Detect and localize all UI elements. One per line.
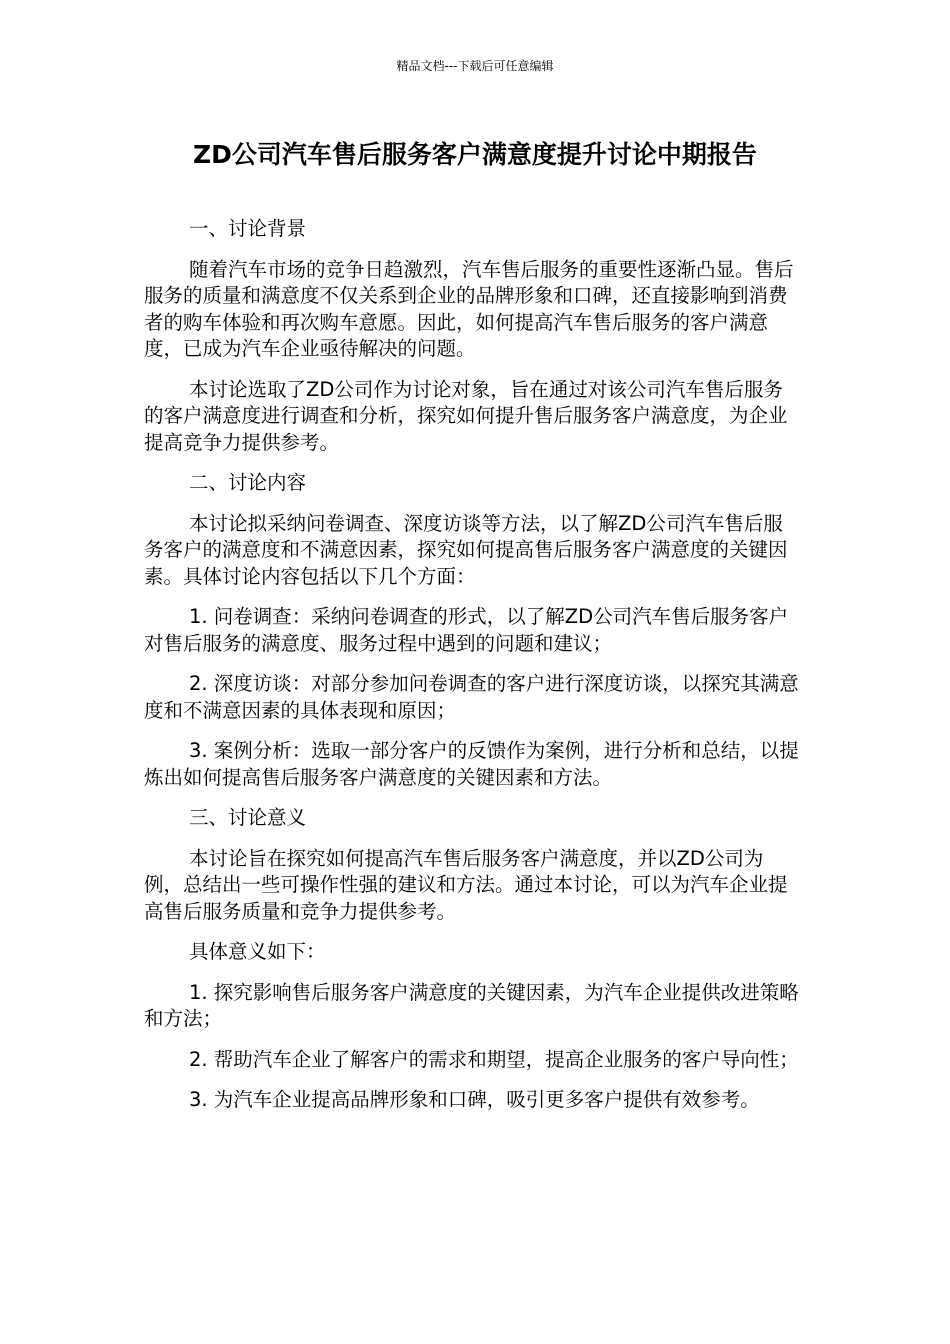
- content-list-item-1: 1. 问卷调查：采纳问卷调查的形式，以了解ZD公司汽车售后服务客户对售后服务的满意度、服务过程中遇到的问题和建议；: [144, 605, 789, 655]
- section-heading-content: 二、讨论内容: [189, 471, 307, 494]
- content-list-item-3: 3. 案例分析：选取一部分客户的反馈作为案例，进行分析和总结，以提炼出如何提高售后服务客户满意度的关键因素和方法。: [144, 739, 799, 789]
- significance-paragraph-1: 本讨论旨在探究如何提高汽车售后服务客户满意度，并以ZD公司为例，总结出一些可操作性强的建议和方法。通过本讨论，可以为汽车企业提高售后服务质量和竞争力提供参考。: [144, 846, 788, 923]
- significance-intro: 具体意义如下：: [189, 940, 326, 963]
- content-list-item-2: 2. 深度访谈：对部分参加问卷调查的客户进行深度访谈，以探究其满意度和不满意因素的具体表现和原因；: [144, 672, 799, 722]
- significance-list-item-1: 1. 探究影响售后服务客户满意度的关键因素，为汽车企业提供改进策略和方法；: [144, 980, 799, 1030]
- content-paragraph-1: 本讨论拟采纳问卷调查、深度访谈等方法，以了解ZD公司汽车售后服务客户的满意度和不满意因素，探究如何提高售后服务客户满意度的关键因素。具体讨论内容包括以下几个方面：: [144, 511, 788, 588]
- section-heading-background: 一、讨论背景: [189, 217, 307, 240]
- significance-list-item-2: 2. 帮助汽车企业了解客户的需求和期望，提高企业服务的客户导向性；: [189, 1047, 799, 1071]
- page-title: ZD公司汽车售后服务客户满意度提升讨论中期报告: [193, 140, 757, 169]
- background-paragraph-2: 本讨论选取了ZD公司作为讨论对象，旨在通过对该公司汽车售后服务的客户满意度进行调查和分析，探究如何提升售后服务客户满意度，为企业提高竞争力提供参考。: [144, 377, 788, 454]
- document-body: [144, 216, 800, 1128]
- header-note: 精品文档---下载后可任意编辑: [396, 59, 554, 73]
- section-heading-significance: 三、讨论意义: [189, 806, 307, 829]
- background-paragraph-1: 随着汽车市场的竞争日趋激烈，汽车售后服务的重要性逐渐凸显。售后服务的质量和满意度不仅关系到企业的品牌形象和口碑，还直接影响到消费者的购车体验和再次购车意愿。因此，如何提高汽车售后服务的客户满意度，已成为汽车企业亟待解决的问题。: [144, 257, 794, 360]
- significance-list-item-3: 3. 为汽车企业提高品牌形象和口碑，吸引更多客户提供有效参考。: [189, 1088, 760, 1111]
